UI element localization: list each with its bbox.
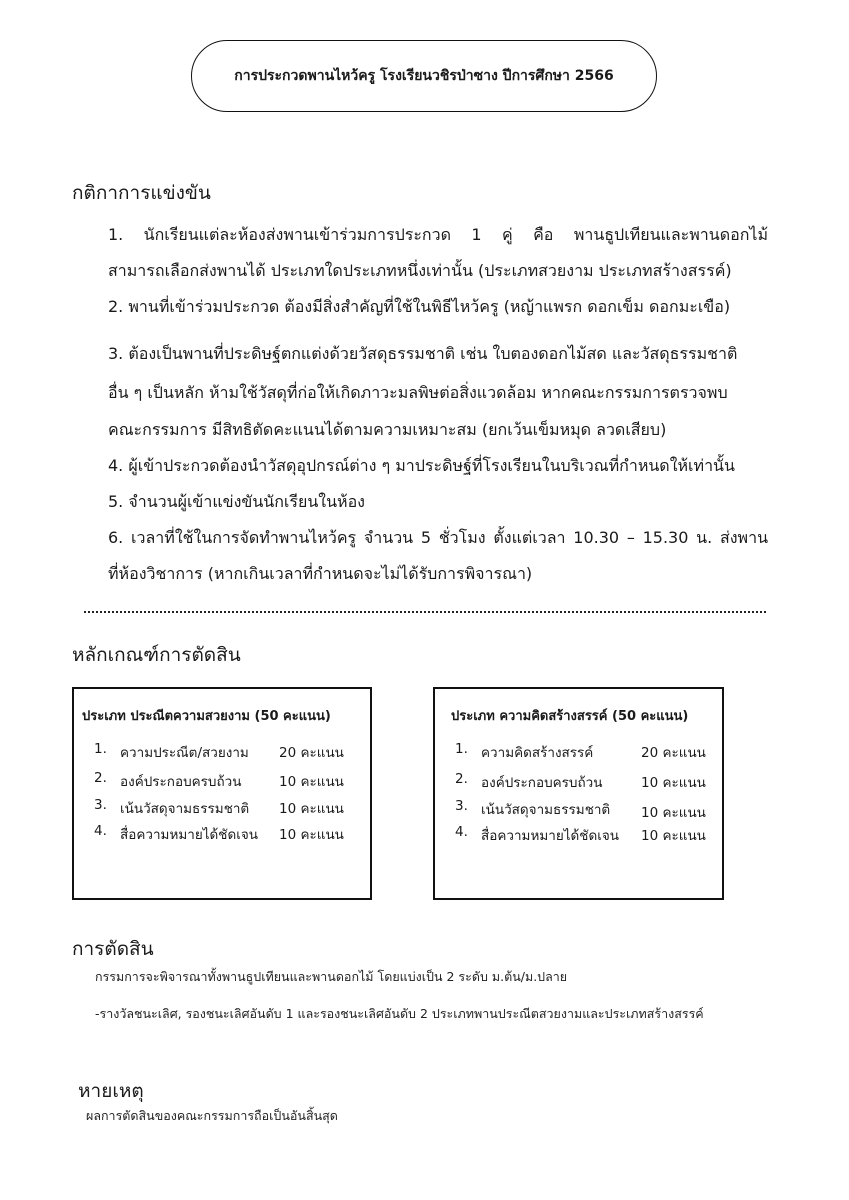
rule-line: 5. จำนวนผู้เข้าแข่งขันนักเรียนในห้อง (108, 492, 365, 511)
criteria-item-name: เน้นวัสดุจามธรรมชาติ (120, 801, 250, 817)
criteria-item-num: 1. (94, 741, 107, 757)
rule-line: อื่น ๆ เป็นหลัก ห้ามใช้วัสดุที่ก่อให้เกิดภาวะมลพิษต่อสิ่งแวดล้อม หากคณะกรรมการตรวจพบ (108, 383, 728, 402)
rule-line: สามารถเลือกส่งพานได้ ประเภทใดประเภทหนึ่งเท่านั้น (ประเภทสวยงาม ประเภทสร้างสรรค์) (108, 261, 732, 280)
criteria-box-aesthetic (72, 687, 372, 900)
criteria-item-num: 1. (455, 741, 468, 757)
rule-line: 3. ต้องเป็นพานที่ประดิษฐ์ตกแต่งด้วยวัสดุธรรมชาติ เช่น ใบตองดอกไม้สด และวัสดุธรรมชาติ (108, 344, 738, 363)
criteria-item-score: 10 คะแนน (641, 828, 706, 844)
title-box (191, 40, 657, 112)
criteria-item-name: สื่อความหมายได้ชัดเจน (120, 827, 258, 843)
criteria-item-name: องค์ประกอบครบถ้วน (481, 775, 603, 791)
criteria-box-title: ประเภท ประณีตความสวยงาม (50 คะแนน) (82, 709, 331, 724)
dotted-divider (84, 611, 766, 613)
criteria-item-name: เน้นวัสดุจามธรรมชาติ (481, 802, 611, 818)
note-text: ผลการตัดสินของคณะกรรมการถือเป็นอันสิ้นสุด (86, 1108, 338, 1123)
criteria-item-score: 20 คะแนน (279, 745, 344, 761)
criteria-item-num: 3. (94, 797, 107, 813)
criteria-item-name: องค์ประกอบครบถ้วน (120, 774, 242, 790)
criteria-item-num: 4. (455, 824, 468, 840)
criteria-item-num: 2. (94, 770, 107, 786)
note-heading: หายเหตุ (78, 1080, 144, 1102)
criteria-item-num: 2. (455, 771, 468, 787)
rule-line: ที่ห้องวิชาการ (หากเกินเวลาที่กำหนดจะไม่ได้รับการพิจารณา) (108, 564, 533, 583)
criteria-item-num: 4. (94, 823, 107, 839)
criteria-heading: หลักเกณฑ์การตัดสิน (72, 644, 241, 666)
criteria-item-name: ความประณีต/สวยงาม (120, 745, 249, 761)
judging-line: กรรมการจะพิจารณาทั้งพานธูปเทียนและพานดอกไม้ โดยแบ่งเป็น 2 ระดับ ม.ต้น/ม.ปลาย (95, 969, 568, 984)
criteria-item-score: 10 คะแนน (279, 774, 344, 790)
judging-heading: การตัดสิน (72, 938, 154, 960)
rule-line: 2. พานที่เข้าร่วมประกวด ต้องมีสิ่งสำคัญที่ใช้ในพิธีไหว้ครู (หญ้าแพรก ดอกเข็ม ดอกมะเขือ) (108, 297, 731, 316)
criteria-item-score: 20 คะแนน (641, 745, 706, 761)
criteria-item-name: สื่อความหมายได้ชัดเจน (481, 828, 619, 844)
rules-heading: กติกาการแข่งขัน (72, 182, 211, 204)
criteria-box-title: ประเภท ความคิดสร้างสรรค์ (50 คะแนน) (451, 709, 689, 724)
criteria-item-name: ความคิดสร้างสรรค์ (481, 745, 594, 761)
rule-line: 1. นักเรียนแต่ละห้องส่งพานเข้าร่วมการประกวด 1 คู่ คือ พานธูปเทียนและพานดอกไม้ (108, 225, 768, 244)
page-title: การประกวดพานไหว้ครู โรงเรียนวชิรป่าซาง ปีการศึกษา 2566 (234, 68, 614, 84)
criteria-box-creative (433, 687, 724, 900)
criteria-item-score: 10 คะแนน (641, 805, 706, 821)
judging-line: -รางวัลชนะเลิศ, รองชนะเลิศอันดับ 1 และรองชนะเลิศอันดับ 2 ประเภทพานประณีตสวยงามและประเภทสร้างสรรค์ (95, 1006, 704, 1021)
rule-line: 4. ผู้เข้าประกวดต้องนำวัสดุอุปกรณ์ต่าง ๆ มาประดิษฐ์ที่โรงเรียนในบริเวณที่กำหนดให้เท่านั้น (108, 456, 735, 475)
rule-line: 6. เวลาที่ใช้ในการจัดทำพานไหว้ครู จำนวน 5 ชั่วโมง ตั้งแต่เวลา 10.30 – 15.30 น. ส่งพาน (108, 528, 768, 547)
criteria-item-score: 10 คะแนน (279, 801, 344, 817)
criteria-item-score: 10 คะแนน (641, 775, 706, 791)
rule-line: คณะกรรมการ มีสิทธิตัดคะแนนได้ตามความเหมาะสม (ยกเว้นเข็มหมุด ลวดเสียบ) (108, 420, 667, 439)
criteria-item-num: 3. (455, 798, 468, 814)
criteria-item-score: 10 คะแนน (279, 827, 344, 843)
